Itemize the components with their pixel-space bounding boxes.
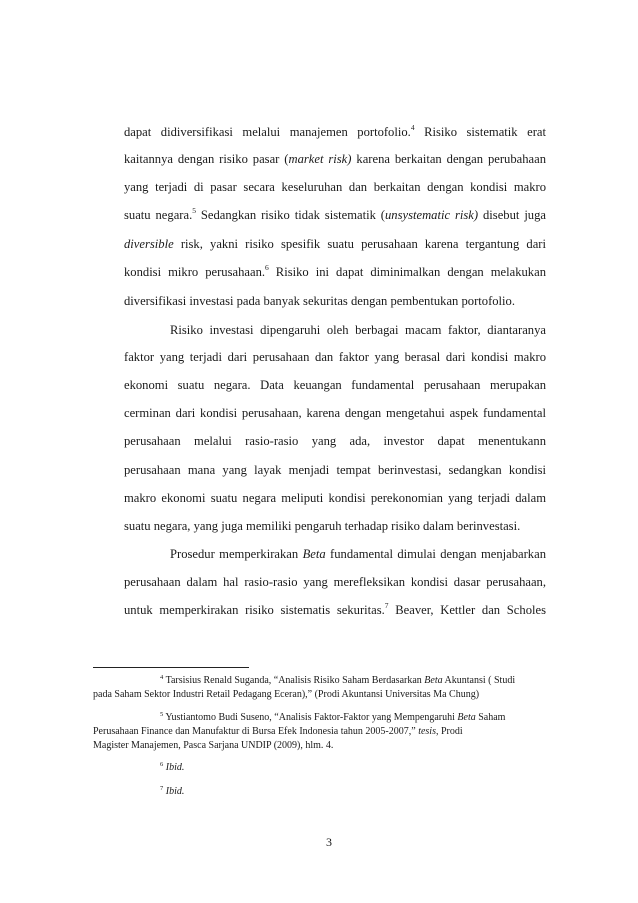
text-line-13: perusahaan mana yang layak menjadi tempat berinvestasi, sedangkan kondisi	[124, 463, 546, 477]
footnote-5-line-2: Perusahaan Finance dan Manufaktur di Bursa Efek Indonesia tahun 2005-2007,” tesis, Prodi	[93, 726, 463, 737]
text-line-1: dapat didiversifikasi melalui manajemen portofolio.$^4$ Risiko sistematik erat	[124, 123, 547, 139]
footnote-5-line-3: Magister Manajemen, Pasca Sarjana UNDIP (2009), hlm. 4.	[93, 740, 334, 751]
text-line-2: kaitannya dengan risiko pasar (market risk) karena berkaitan dengan perubahaan	[124, 152, 546, 166]
text-line-15: suatu negara, yang juga memiliki pengaruh terhadap risiko dalam berinvestasi.	[124, 519, 521, 533]
text-line-18: untuk memperkirakan risiko sistematis sekuritas.$^7$ Beaver, Kettler dan Scholes	[124, 601, 546, 617]
page-number: 3	[326, 835, 332, 849]
text-line-16: Prosedur memperkirakan Beta fundamental dimulai dengan menjabarkan	[170, 547, 546, 561]
footnote-separator	[93, 667, 249, 668]
text-line-8: Risiko investasi dipengaruhi oleh berbagai macam faktor, diantaranya	[170, 323, 546, 337]
text-line-3: yang terjadi di pasar secara keseluruhan dan berkaitan dengan kondisi makro	[124, 180, 546, 194]
text-line-12: perusahaan melalui rasio-rasio yang ada, investor dapat menentukann	[124, 434, 546, 448]
text-line-10: ekonomi suatu negara. Data keuangan fundamental perusahaan merupakan	[124, 378, 546, 392]
text-line-7: diversifikasi investasi pada banyak sekuritas dengan pembentukan portofolio.	[124, 294, 516, 308]
text-line-5: diversible risk, yakni risiko spesifik suatu perusahaan karena tergantung dari	[124, 237, 546, 251]
text-line-4: suatu negara.$^5$ Sedangkan risiko tidak sistematik (unsystematic risk) disebut juga	[124, 206, 546, 222]
text-line-17: perusahaan dalam hal rasio-rasio yang merefleksikan kondisi dasar perusahaan,	[124, 575, 546, 589]
text-line-6: kondisi mikro perusahaan.$^6$ Risiko ini dapat diminimalkan dengan melakukan	[124, 263, 546, 279]
footnote-4-line-1: $^4$ Tarsisius Renald Suganda, “Analisis Risiko Saham Berdasarkan Beta Akuntansi ( Studi	[160, 674, 516, 686]
footnote-6: $^6$ Ibid.	[160, 761, 185, 773]
footnote-4-line-2: pada Saham Sektor Industri Retail Pedagang Eceran),” (Prodi Akuntansi Universitas Ma Chung)	[93, 689, 480, 700]
text-line-14: makro ekonomi suatu negara meliputi kondisi perekonomian yang terjadi dalam	[124, 491, 546, 505]
footnote-7: $^7$ Ibid.	[160, 785, 185, 797]
text-line-11: cerminan dari kondisi perusahaan, karena dengan mengetahui aspek fundamental	[124, 406, 546, 420]
text-line-9: faktor yang terjadi dari perusahaan dan faktor yang berasal dari kondisi makro	[124, 350, 546, 364]
footnote-5-line-1: $^5$ Yustiantomo Budi Suseno, “Analisis Faktor-Faktor yang Mempengaruhi Beta Saham	[160, 711, 506, 723]
